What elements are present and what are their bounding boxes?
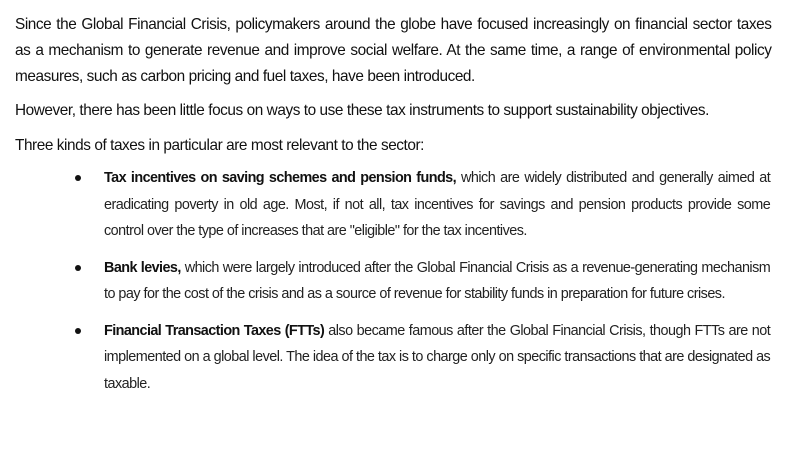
document-body (15, 12, 771, 407)
list-item-body: which were largely introduced after the Global Financial Crisis as a revenue-generating mechanism to pay for the cost of the crisis and as a source of revenue for stability funds in preparation for future crises. (104, 258, 771, 302)
bullet-icon (75, 265, 81, 271)
tax-kinds-list (15, 165, 771, 397)
list-item-text (104, 255, 770, 308)
bullet-icon (75, 175, 81, 181)
list-item-body: which are widely distributed and generally aimed at eradicating poverty in old age. Most, if not all, tax incentives for savings and pension products provide some control over the type of increases that are "eligible" for the tax incentives. (104, 169, 771, 239)
list-item-lead: Bank levies, (104, 258, 181, 276)
list-item (15, 318, 771, 398)
list-item (15, 255, 771, 308)
bullet-icon (75, 328, 81, 334)
list-item-body: also became famous after the Global Financial Crisis, though FTTs are not implemented on a global level. The idea of the tax is to charge only on specific transactions that are designated as taxable. (104, 321, 771, 392)
list-item-lead: Financial Transaction Taxes (FTTs) (104, 321, 325, 339)
intro-paragraph: Since the Global Financial Crisis, policymakers around the globe have focused increasingly on financial sector taxes as a mechanism to generate revenue and improve social welfare. At the same time, a range of environmental policy measures, such as carbon pricing and fuel taxes, have been introduced. (15, 16, 772, 85)
taxes-intro-paragraph: Three kinds of taxes in particular are most relevant to the sector: (15, 137, 425, 154)
list-item-text (104, 165, 770, 245)
focus-paragraph: However, there has been little focus on ways to use these tax instruments to support sustainability objectives. (15, 102, 709, 119)
list-item-lead: Tax incentives on saving schemes and pension funds, (104, 169, 457, 186)
list-item (15, 165, 771, 245)
list-item-text (104, 318, 770, 398)
